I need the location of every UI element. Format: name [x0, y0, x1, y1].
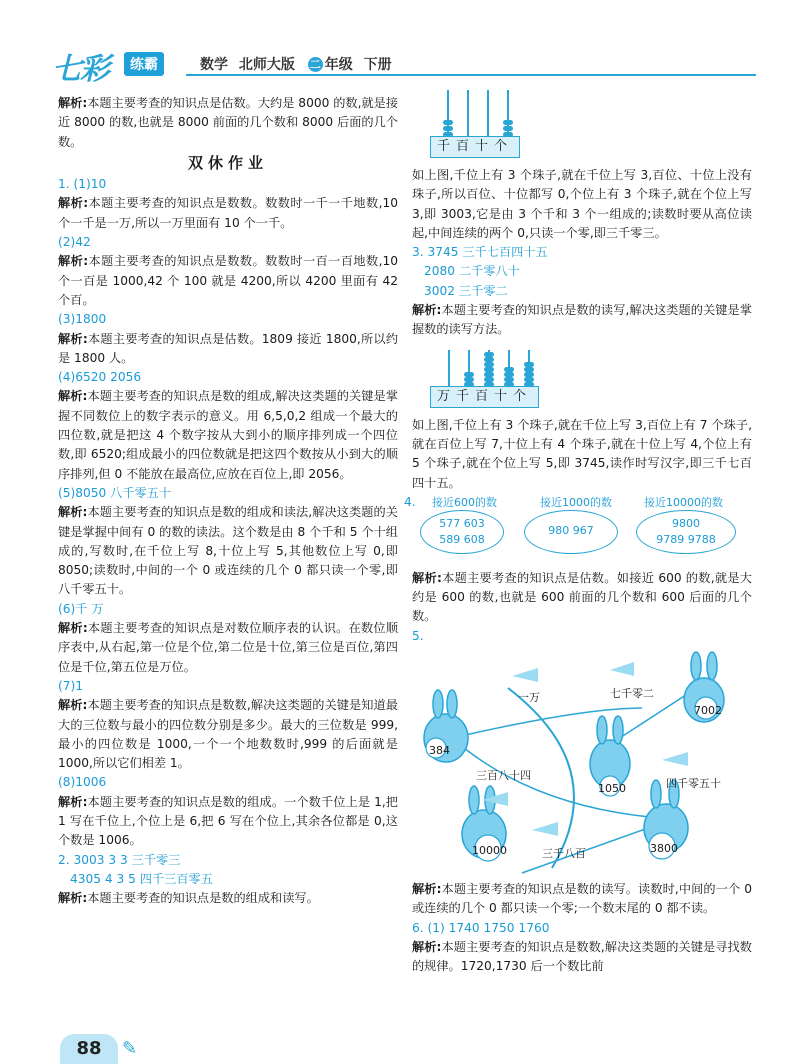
carrot-label: 一万	[518, 691, 540, 705]
volume: 下册	[363, 57, 392, 73]
grade: 年级	[324, 57, 353, 73]
answer-line: (4)6520 2056	[58, 370, 142, 385]
answer-line: (7)1	[58, 678, 84, 693]
carrot-label: 三百八十四	[476, 769, 531, 783]
question-6: 6. (1) 1740 1750 1760 解析:本题主要考查的知识点是数数,解决这类题的关键是寻找数的规律。1720,1730 后一个数比前	[412, 920, 752, 974]
oval-title: 接近600的数	[432, 495, 497, 509]
oval-1000: 980 967	[524, 510, 618, 554]
pencil-icon: ✎	[122, 1038, 138, 1059]
rabbit-number: 10000	[472, 844, 507, 858]
right-column	[404, 94, 752, 977]
oval-600: 577 603 589 608	[420, 510, 504, 554]
abacus-3003-text: 如上图,千位上有 3 个珠子,就在千位上写 3,百位、十位上没有珠子,所以百位、十位都写 0,个位上有 3 个珠子,就在个位上写 3,即 3003,它是由 3 个千和 3 个一组成的;读数时要从高位读起,中间连续的两个 0,只读一个零,即三千零三。	[412, 168, 752, 240]
page-number: 88	[60, 1034, 118, 1064]
analysis-text: 解析:本题主要考查的知识点是估数。1809 接近 1800,所以约是 1800 人。	[58, 331, 399, 365]
question-2: 2. 3003 3 3 三千零三 4305 4 3 5 四千三百零五 解析:本题主要考查的知识点是数的组成和读写。	[58, 852, 319, 906]
rabbit-number: 3800	[650, 842, 678, 856]
carrot-label: 七千零二	[610, 687, 654, 701]
oval-title: 接近1000的数	[540, 495, 612, 509]
grade-number: 二	[309, 58, 321, 71]
answer-line: (6)千 万	[58, 601, 104, 616]
answer-line: 1. (1)10	[58, 177, 107, 192]
section-title: 双休作业	[187, 153, 268, 172]
abacus-place-labels: 万千百十个	[430, 386, 539, 408]
analysis-text: 解析:本题主要考查的知识点是数数。数数时一千一千地数,10 个一千是一万,所以一万里面有 10 个一千。	[58, 196, 399, 230]
analysis-text: 解析:本题主要考查的知识点是数的组成。一个数千位上是 1,把 1 写在千位上,个位上是 6,把 6 写在个位上,其余各位都是 0,这个数是 1006。	[58, 794, 398, 848]
subject: 数学	[200, 57, 228, 73]
oval-10000: 9800 9789 9788	[636, 510, 736, 554]
answer-line: (3)1800	[58, 312, 107, 327]
rabbit-carrot-matching	[412, 648, 752, 876]
intro-analysis: 解析:本题主要考查的知识点是估数。大约是 8000 的数,就是接近 8000 的数,也就是 8000 前面的几个数和 8000 后面的几个数。	[58, 96, 399, 149]
answer-line: (5)8050 八千零五十	[58, 485, 172, 500]
carrot-label: 四千零五十	[666, 777, 721, 791]
abacus-3003	[422, 90, 532, 164]
answer-line: 2080 二千零八十	[424, 264, 520, 279]
rabbit-number: 384	[429, 744, 450, 758]
left-column	[58, 94, 398, 908]
header-divider	[186, 74, 756, 76]
question-4: 4. 接近600的数 577 603 589 608 接近1000的数 980 967 接近10000的数 9800 9789 9788 解析:本题主要考查的知识点是估数。如接近 600 的数,就是大约是 600 的数,也就是 600 前面的几个数和 600 后面的几个数。	[404, 494, 752, 624]
abacus-3745	[422, 340, 552, 414]
page-header	[44, 40, 764, 86]
analysis-text: 解析:本题主要考查的知识点是数的组成和读法,解决这类题的关键是掌握中间有 0 的数的读法。这个数是由 8 个千和 5 个十组成的,写数时,在千位上写 8,十位上写 5,其他数位上写 0,即 8050;读数时,中间的一个 0 或连续的几个 0 都只读一个零,即八千零五十。	[58, 505, 398, 597]
question-1	[58, 175, 398, 850]
abacus-3745-text: 如上图,千位上有 3 个珠子,就在千位上写 3,百位上有 7 个珠子,就在百位上写 7,十位上有 4 个珠子,就在十位上写 4,个位上有 5 个珠子,就在个位上写 5,即 3745,读作时写汉字,即三千七百四十五。	[412, 417, 752, 490]
rabbit-number: 7002	[694, 704, 722, 718]
question-3: 3. 3745 三千七百四十五 2080 二千零八十 3002 三千零二 解析:本题主要考查的知识点是数的读写,解决这类题的关键是掌握数的读写方法。	[412, 245, 752, 337]
analysis-text: 解析:本题主要考查的知识点是数的组成,解决这类题的关键是掌握不同数位上的数字表示的意义。用 6,5,0,2 组成一个最大的四位数,就是把这 4 个数字按从大到小的顺序排列成一个四位数,即 6520;组成最小的四位数就是把这四个数按从小到大的顺序排列,但 0 不能放在最高位,应放在百位上,即 2056。	[58, 389, 398, 481]
answer-line: (2)42	[58, 235, 91, 250]
series-badge: 练霸	[124, 52, 164, 76]
brand-logo: 七彩	[52, 52, 108, 87]
answer-line: (8)1006	[58, 775, 107, 790]
carrot-label: 三千八百	[542, 847, 586, 861]
analysis-text: 解析:本题主要考查的知识点是对数位顺序表的认识。在数位顺序表中,从右起,第一位是个位,第二位是十位,第三位是百位,第四位是千位,第五位是万位。	[58, 621, 399, 674]
book-info	[200, 54, 392, 74]
analysis-text: 解析:本题主要考查的知识点是数数,解决这类题的关键是知道最大的三位数与最小的四位数分别是多少。最大的三位数是 999,最小的四位数是 1000,一个一个地数数时,999 的后面就是 1000,所以它们相差 1。	[58, 698, 398, 771]
answer-line: 3. 3745 三千七百四十五	[412, 245, 548, 260]
answer-line: 3002 三千零二	[424, 283, 508, 298]
abacus-place-labels: 千百十个	[430, 136, 520, 158]
question-5: 5. 384 1050 7002 10000 3800 一万 七千零二 三百八十四 四千零五十 三千八百 解析:本题主要考查的知识点是数的读写。读数时,中间的一个 0 或连续的几个 0 都只读一个零;一个数末尾的 0 都不读。	[412, 628, 752, 916]
rabbit-number: 1050	[598, 782, 626, 796]
edition: 北师大版	[238, 57, 295, 73]
oval-title: 接近10000的数	[644, 495, 723, 509]
analysis-text: 解析:本题主要考查的知识点是数数。数数时一百一百地数,10 个一百是 1000,42 个 100 就是 4200,所以 4200 里面有 42 个百。	[58, 254, 399, 307]
